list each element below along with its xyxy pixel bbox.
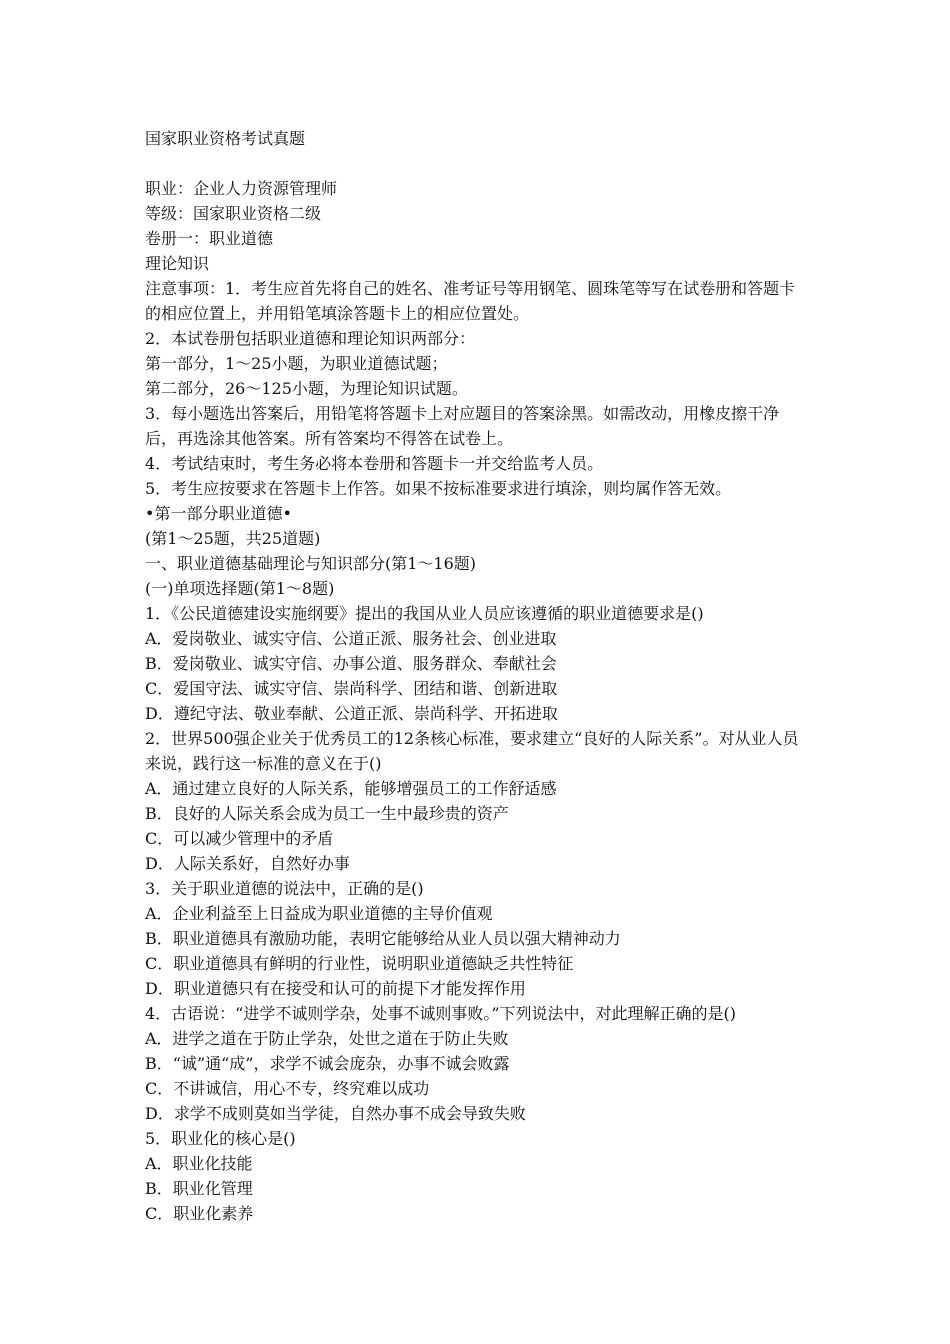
occupation: 职业：企业人力资源管理师 [145, 179, 338, 198]
question-list [145, 601, 809, 1226]
note-item: 第二部分，26～125小题，为理论知识试题。 [145, 379, 468, 398]
note-item: 注意事项：1．考生应首先将自己的姓名、准考证号等用钢笔、圆珠笔等写在试卷册和答题卡的相应位置上，并用铅笔填涂答题卡上的相应位置处。 [145, 279, 796, 323]
question [145, 1126, 809, 1226]
question-stem: 3．关于职业道德的说法中，正确的是() [145, 879, 424, 898]
question-option: C．不讲诚信，用心不专，终究难以成功 [145, 1079, 430, 1098]
question-option: B．爱岗敬业、诚实守信、办事公道、服务群众、奉献社会 [145, 654, 557, 673]
question [145, 1001, 809, 1126]
note-item: 5．考生应按要求在答题卡上作答。如果不按标准要求进行填涂，则均属作答无效。 [145, 479, 732, 498]
question-option: A．通过建立良好的人际关系，能够增强员工的工作舒适感 [145, 779, 557, 798]
document-page [145, 126, 809, 1226]
question-option: D．求学不成则莫如当学徒，自然办事不成会导致失败 [145, 1104, 526, 1123]
question-option: D．人际关系好，自然好办事 [145, 854, 350, 873]
question-stem: 5．职业化的核心是() [145, 1129, 296, 1148]
question-option: A．职业化技能 [145, 1154, 253, 1173]
question-type: (一)单项选择题(第1～8题) [145, 579, 335, 598]
question-option: B．职业道德具有激励功能，表明它能够给从业人员以强大精神动力 [145, 929, 621, 948]
subsection-title: 一、职业道德基础理论与知识部分(第1～16题) [145, 554, 477, 573]
question-option: B．“诚”通“成”，求学不诚会庞杂，办事不诚会败露 [145, 1054, 510, 1073]
question-stem: 2．世界500强企业关于优秀员工的12条核心标准，要求建立“良好的人际关系”。对从业人员来说，践行这一标准的意义在于() [145, 729, 799, 773]
question-option: C．可以减少管理中的矛盾 [145, 829, 334, 848]
question-option: A．企业利益至上日益成为职业道德的主导价值观 [145, 904, 493, 923]
question-option: C．职业化素养 [145, 1204, 254, 1223]
question-stem: 1．《公民道德建设实施纲要》提出的我国从业人员应该遵循的职业道德要求是() [145, 604, 704, 623]
question [145, 726, 809, 876]
level: 等级：国家职业资格二级 [145, 204, 322, 223]
question [145, 601, 809, 726]
question-stem: 4．古语说：“进学不诚则学杂，处事不诚则事败。”下列说法中，对此理解正确的是() [145, 1004, 737, 1023]
question-option: A．爱岗敬业、诚实守信、公道正派、服务社会、创业进取 [145, 629, 557, 648]
question-option: D．职业道德只有在接受和认可的前提下才能发挥作用 [145, 979, 526, 998]
question-option: C．爱国守法、诚实守信、崇尚科学、团结和谐、创新进取 [145, 679, 558, 698]
note-item: 第一部分，1～25小题，为职业道德试题； [145, 354, 448, 373]
note-item: 3．每小题选出答案后，用铅笔将答题卡上对应题目的答案涂黑。如需改动，用橡皮擦干净后，再选涂其他答案。所有答案均不得答在试卷上。 [145, 404, 780, 448]
question-option: A．进学之道在于防止学杂，处世之道在于防止失败 [145, 1029, 509, 1048]
volume: 卷册一：职业道德 [145, 229, 274, 248]
part-range: (第1～25题，共25道题) [145, 529, 321, 548]
question-option: B．职业化管理 [145, 1179, 253, 1198]
question [145, 876, 809, 1001]
section-label: 理论知识 [145, 254, 210, 273]
question-option: D．遵纪守法、敬业奉献、公道正派、崇尚科学、开拓进取 [145, 704, 558, 723]
question-option: B．良好的人际关系会成为员工一生中最珍贵的资产 [145, 804, 509, 823]
note-item: 4．考试结束时，考生务必将本卷册和答题卡一并交给监考人员。 [145, 454, 604, 473]
document-title: 国家职业资格考试真题 [145, 129, 306, 148]
question-option: C．职业道德具有鲜明的行业性，说明职业道德缺乏共性特征 [145, 954, 574, 973]
note-item: 2．本试卷册包括职业道德和理论知识两部分： [145, 329, 476, 348]
part-title: •第一部分职业道德• [145, 504, 292, 523]
blank-line [145, 151, 809, 176]
exam-notes [145, 276, 809, 501]
